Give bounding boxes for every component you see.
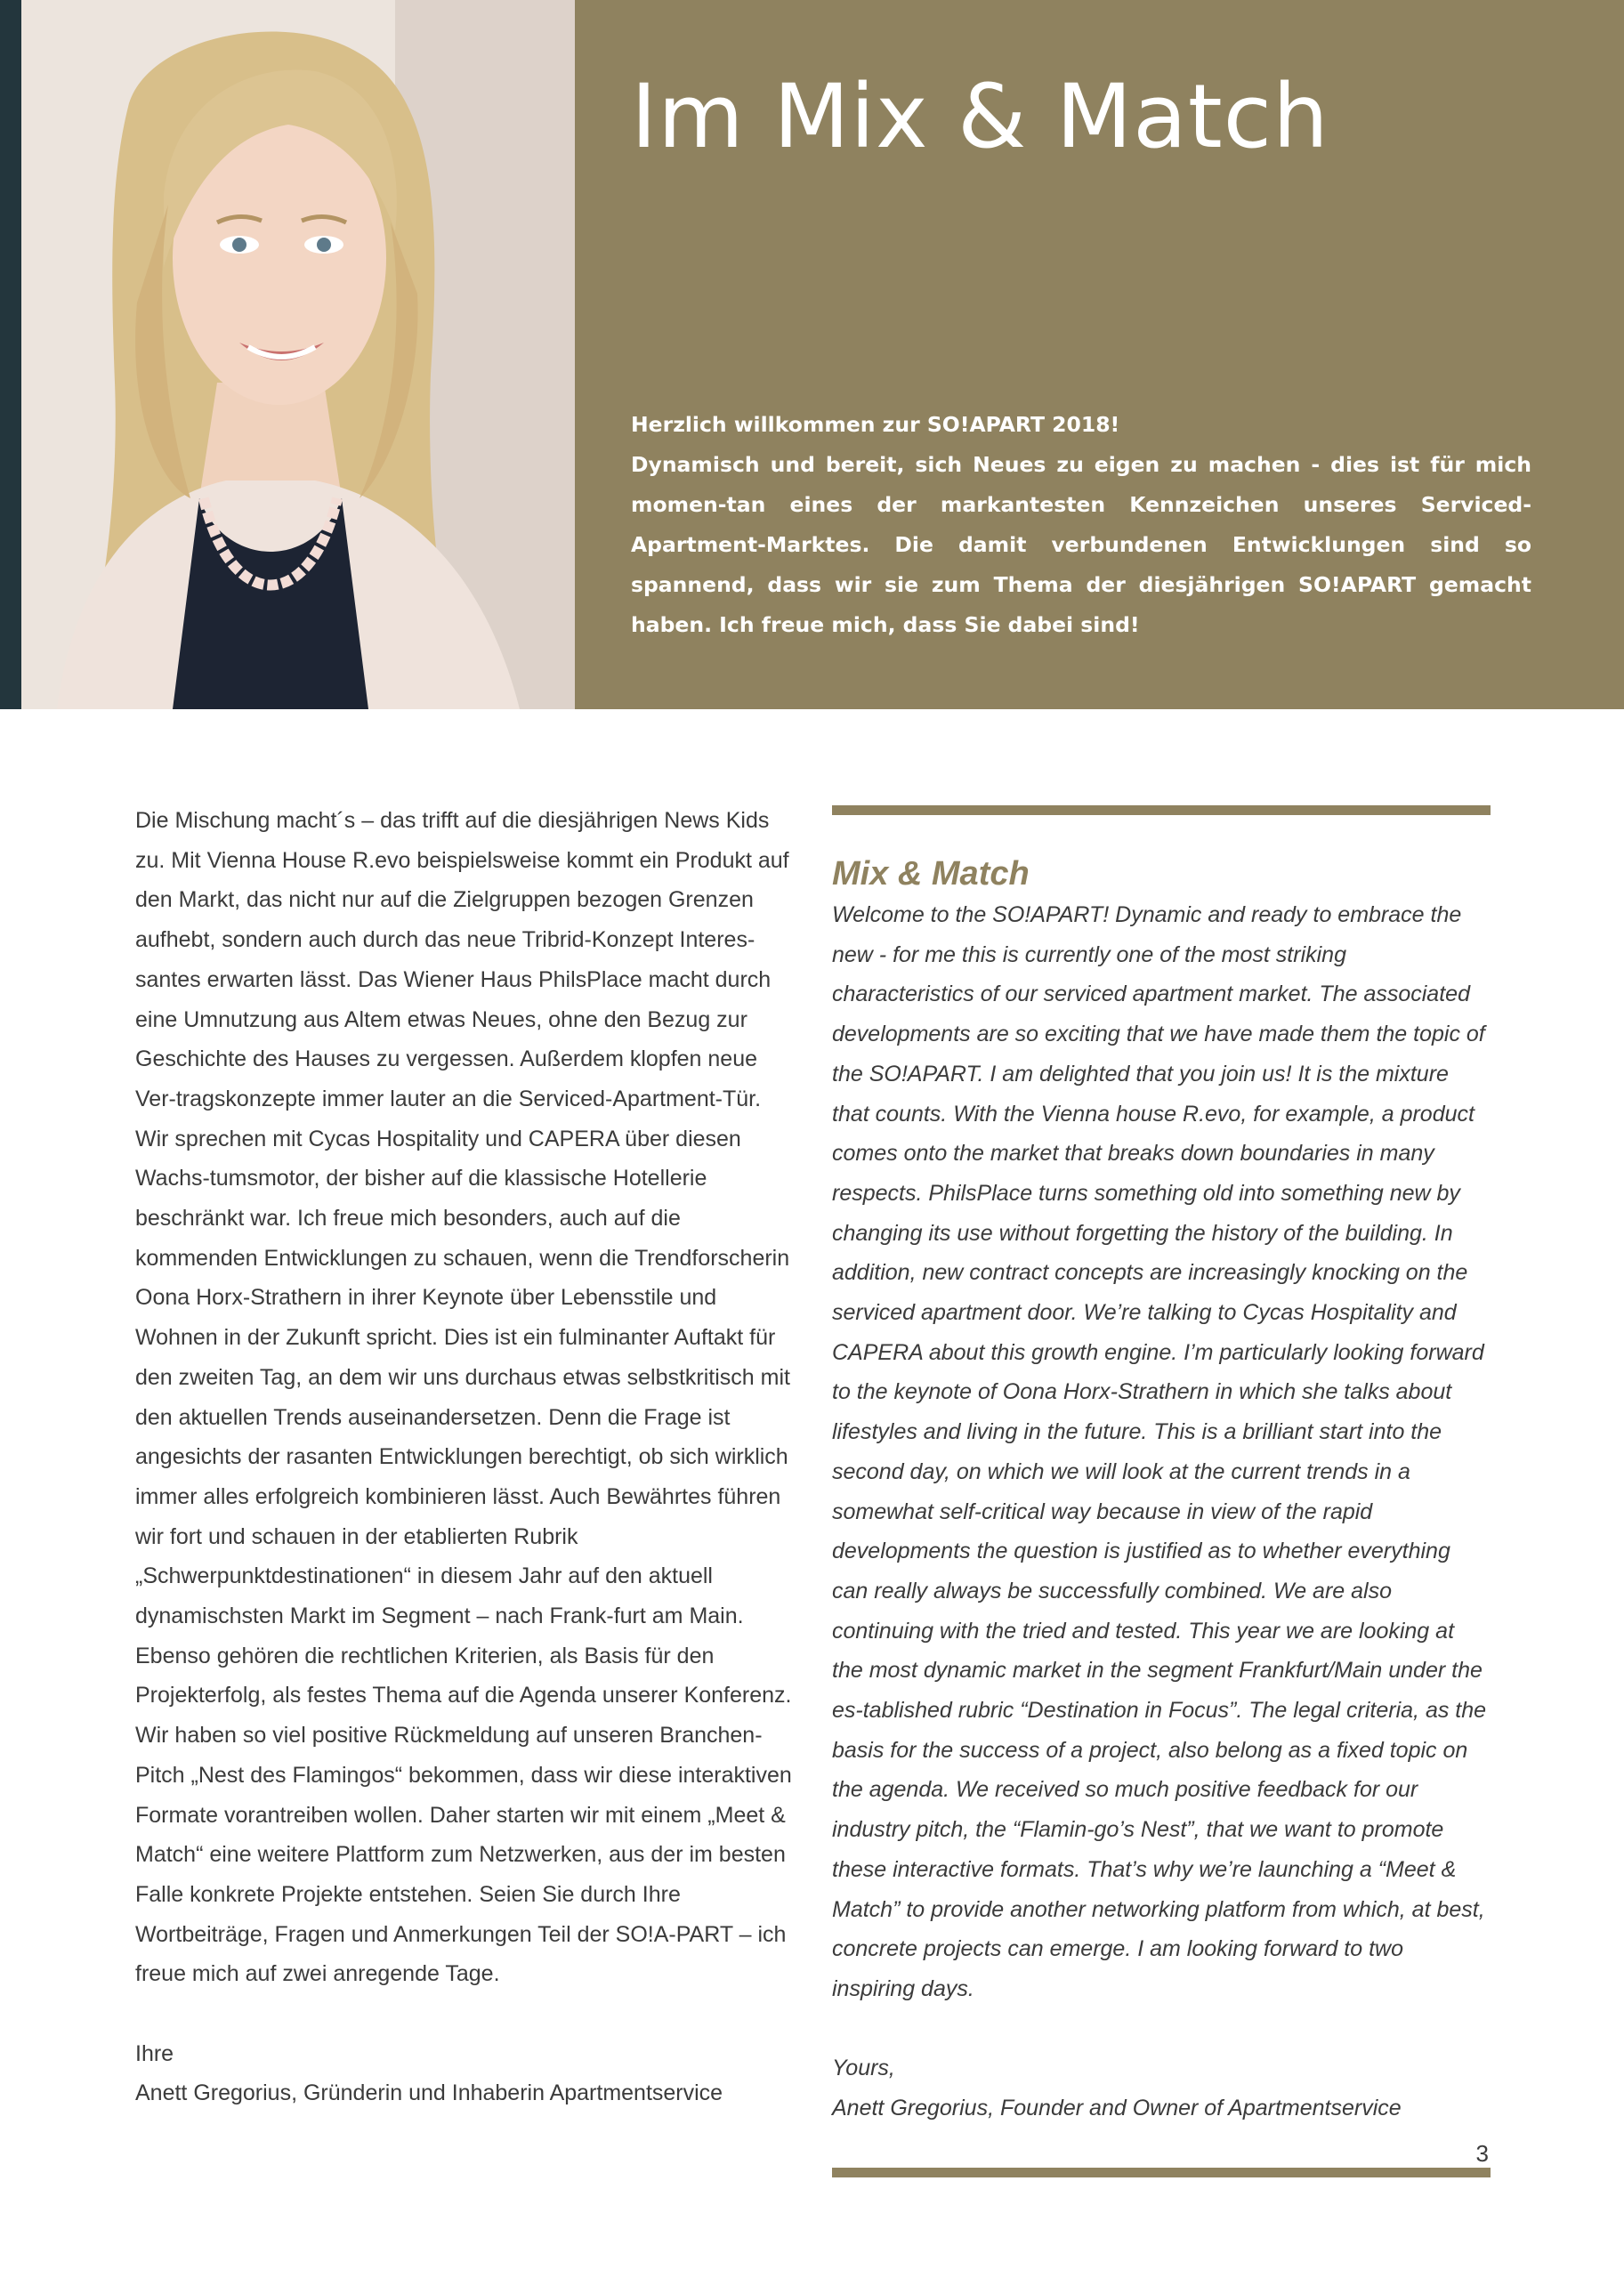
german-signature: Anett Gregorius, Gründerin und Inhaberin Apartmentservice <box>135 2080 723 2106</box>
top-divider <box>832 805 1491 815</box>
german-body: Die Mischung macht´s – das trifft auf die diesjährigen News Kids zu. Mit Vienna House R.evo beispielsweise kommt ein Produkt auf den Markt, das nicht nur auf die Zielgruppen bezogen Grenzen aufhebt, sondern auch durch das neue Tribrid-Konzept Interes-santes erwarten lässt. Das Wiener Haus PhilsPlace macht durch eine Umnutzung aus Altem etwas Neues, ohne den Bezug zur Geschichte des Hauses zu vergessen. Außerdem klopfen neue Ver-tragskonzepte immer lauter an die Serviced-Apartment-Tür. Wir sprechen mit Cycas Hospitality und CAPERA über diesen Wachs-tumsmotor, der bisher auf die klassische Hotellerie beschränkt war. Ich freue mich besonders, auch auf die kommenden Entwicklungen zu schauen, wenn die Trendforscherin Oona Horx-Strathern in ihrer Keynote über Lebensstile und Wohnen in der Zukunft spricht. Dies ist ein fulminanter Auftakt für den zweiten Tag, an dem wir uns durchaus etwas selbstkritisch mit den aktuellen Trends auseinandersetzen. Denn die Frage ist angesichts der rasanten Entwicklungen berechtigt, ob sich wirklich immer alles erfolgreich kombinieren lässt. Auch Bewährtes führen wir fort und schauen in der etablierten Rubrik „Schwerpunktdestinationen“ in diesem Jahr auf den aktuell dynamischsten Markt im Segment – nach Frank-furt am Main. Ebenso gehören die rechtlichen Kriterien, als Basis für den Projekterfolg, als festes Thema auf die Agenda unserer Konferenz. Wir haben so viel positive Rückmeldung auf unseren Branchen-Pitch „Nest des Flamingos“ bekommen, dass wir diese interaktiven Formate vorantreiben wollen. Daher starten wir mit einem „Meet & Match“ eine weitere Plattform zum Netzwerken, aus der im besten Falle konkrete Projekte entstehen. Seien Sie durch Ihre Wortbeiträge, Fragen und Anmerkungen Teil der SO!A-PART – ich freue mich auf zwei anregende Tage. <box>135 808 792 1987</box>
german-salutation: Ihre <box>135 2040 174 2066</box>
bottom-divider <box>832 2168 1491 2177</box>
english-column <box>832 805 1491 2177</box>
english-body: Welcome to the SO!APART! Dynamic and ready to embrace the new - for me this is currently one of the most striking characteristics of our serviced apartment market. The associated developments are so exciting that we have made them the topic of the SO!APART. I am delighted that you join us! It is the mixture that counts. With the Vienna house R.evo, for example, a product comes onto the market that breaks down boundaries in many respects. PhilsPlace turns something old into something new by changing its use without forgetting the history of the building. In addition, new contract concepts are increasingly knocking on the serviced apartment door. We’re talking to Cycas Hospitality and CAPERA about this growth engine. I’m particularly looking forward to the keynote of Oona Horx-Strathern in which she talks about lifestyles and living in the future. This is a brilliant start into the second day, on which we will look at the current trends in a somewhat self-critical way because in view of the rapid developments the question is justified as to whether everything can really always be successfully combined. We are also continuing with the tried and tested. This year we are looking at the most dynamic market in the segment Frankfurt/Main under the es-tablished rubric “Destination in Focus”. The legal criteria, as the basis for the success of a project, also belong as a fixed topic on the agenda. We received so much positive feedback for our industry pitch, the “Flamin-go’s Nest”, that we want to promote these interactive formats. That’s why we’re launching a “Meet & Match” to provide another networking platform from which, at best, concrete projects can emerge. I am looking forward to two inspiring days. <box>832 902 1487 2001</box>
intro-greeting: Herzlich willkommen zur SO!APART 2018! <box>631 412 1120 437</box>
portrait-photo <box>21 0 575 709</box>
english-heading: Mix & Match <box>832 855 1030 893</box>
english-closing <box>832 2048 1491 2128</box>
intro-paragraph: Dynamisch und bereit, sich Neues zu eigen zu machen - dies ist für mich momen-tan eines der markantesten Kennzeichen unseres Serviced-Apartment-Marktes. Die damit verbundenen Entwicklungen sind so spannend, dass wir sie zum Thema der diesjährigen SO!APART gemacht haben. Ich freue mich, dass Sie dabei sind! <box>631 452 1531 637</box>
portrait-illustration <box>21 0 575 709</box>
english-salutation: Yours, <box>832 2056 895 2081</box>
left-accent-bar <box>0 0 21 709</box>
intro-text <box>631 405 1531 645</box>
page-number: 3 <box>1475 2140 1489 2167</box>
german-column <box>135 801 798 2113</box>
english-signature: Anett Gregorius, Founder and Owner of Apartmentservice <box>832 2096 1402 2121</box>
header-panel <box>575 0 1624 709</box>
page-title: Im Mix & Match <box>631 66 1329 168</box>
